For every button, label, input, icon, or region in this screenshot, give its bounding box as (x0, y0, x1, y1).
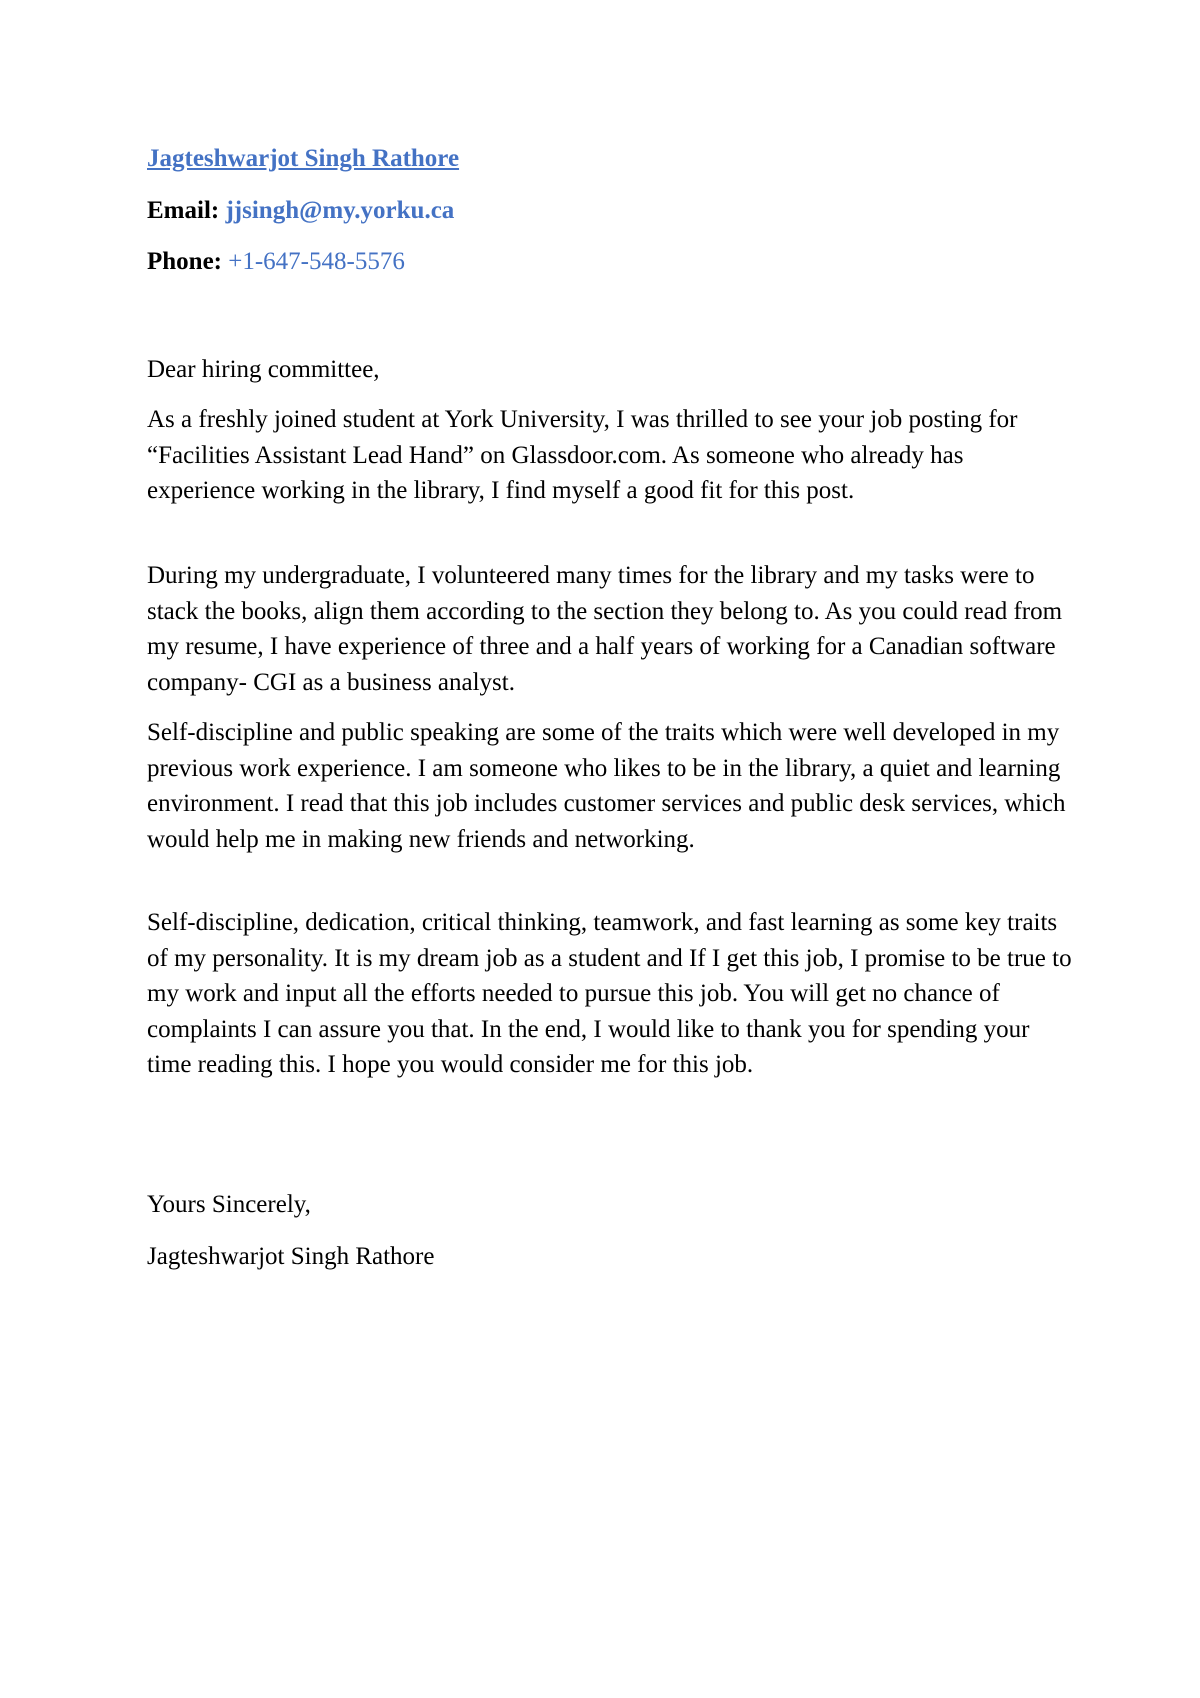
signature: Jagteshwarjot Singh Rathore (147, 1243, 435, 1270)
email-label: Email: (147, 197, 220, 224)
paragraph-2: During my undergraduate, I volunteered many times for the library and my tasks were to stack the books, align them according to the section they belong to. As you could read from my resume, I have experience of three and a half years of working for a Canadian software company- CGI as a business analyst. (147, 562, 1063, 696)
paragraph-3: Self-discipline and public speaking are some of the traits which were well developed in my previous work experience. I am someone who likes to be in the library, a quiet and learning environment. I read that this job includes customer services and public desk services, which would help me in making new friends and networking. (147, 719, 1066, 853)
applicant-name-heading[interactable]: Jagteshwarjot Singh Rathore (147, 145, 460, 172)
closing: Yours Sincerely, (147, 1191, 311, 1218)
email-link[interactable]: jjsingh@my.yorku.ca (225, 197, 455, 224)
paragraph-1: As a freshly joined student at York University, I was thrilled to see your job posting for “Facilities Assistant Lead Hand” on Glassdoor.com. As someone who already has experience working in the library, I find myself a good fit for this post. (147, 406, 1018, 504)
paragraph-4: Self-discipline, dedication, critical thinking, teamwork, and fast learning as some key traits of my personality. It is my dream job as a student and If I get this job, I promise to be true to my work and input all the efforts needed to pursue this job. You will get no chance of complaints I can assure you that. In the end, I would like to thank you for spending your time reading this. I hope you would consider me for this job. (147, 909, 1072, 1078)
email-line (147, 197, 454, 225)
greeting: Dear hiring committee, (147, 356, 380, 383)
phone-link[interactable]: +1-647-548-5576 (228, 248, 405, 275)
phone-label: Phone: (147, 248, 222, 275)
phone-line (147, 248, 405, 276)
